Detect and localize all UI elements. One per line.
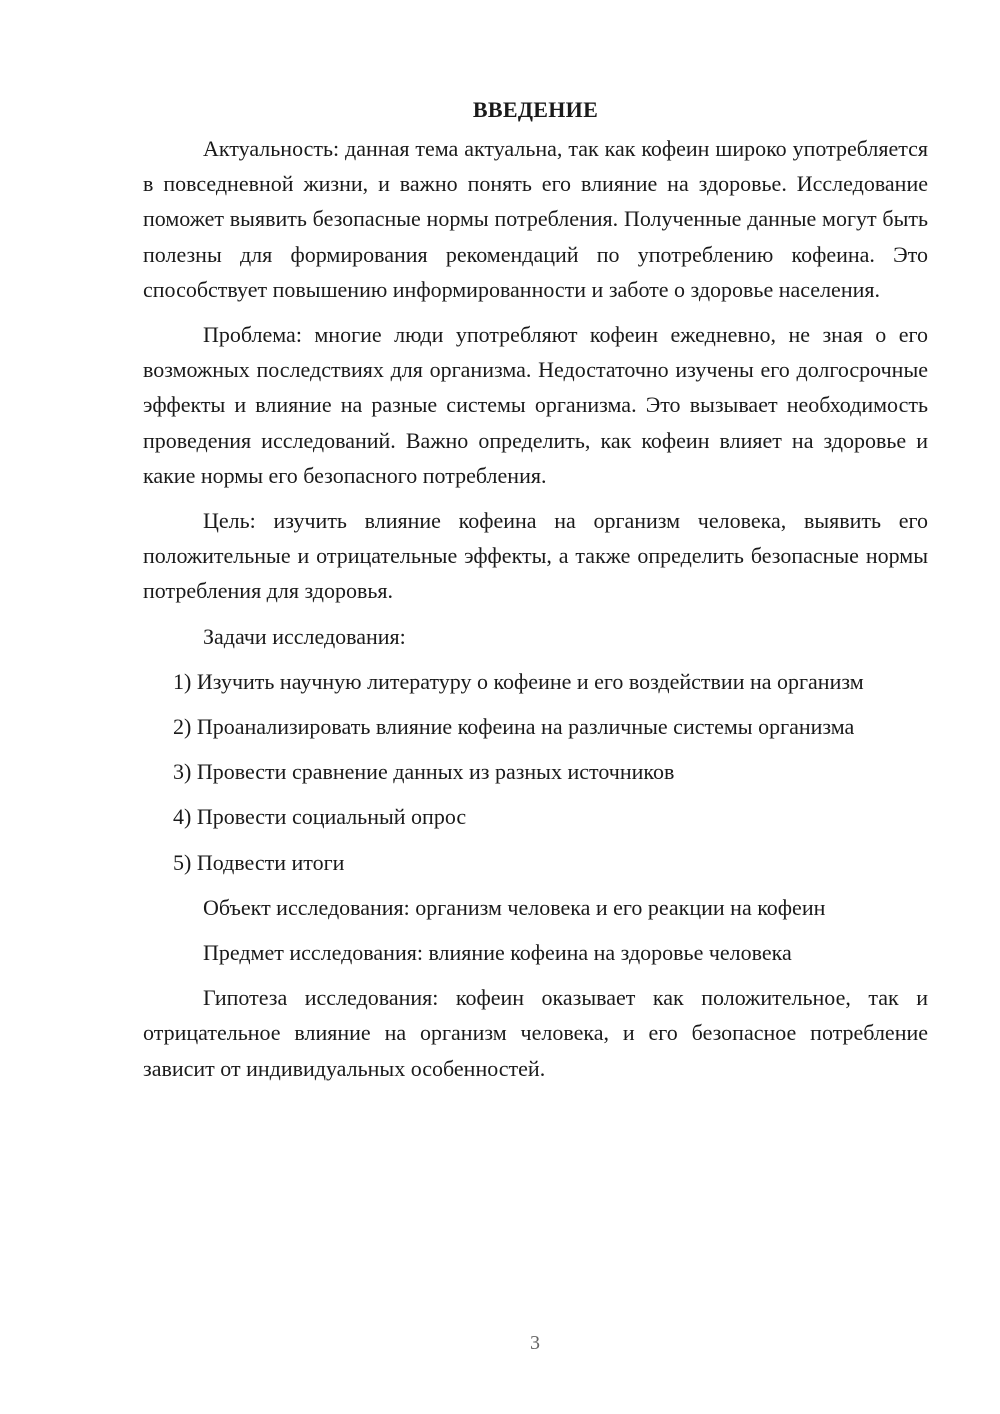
task-item: 4) Провести социальный опрос — [173, 804, 467, 830]
relevance-paragraph: Актуальность: данная тема актуальна, так как кофеин широко употребляется в повседневной жизни, и важно понять его влияние на здоровье. Исследование поможет выявить безопасные нормы потребления. Полученные данные могут быть полезны для формирования рекомендаций по употреблению кофеина. Это способствует повышению информированности и заботе о здоровье населения. — [143, 136, 928, 302]
task-item: 5) Подвести итоги — [173, 849, 345, 875]
tasks-title: Задачи исследования: — [203, 623, 406, 649]
research-hypothesis: Гипотеза исследования: кофеин оказывает как положительное, так и отрицательное влияние на организм человека, и его безопасное потребление зависит от индивидуальных особенностей. — [143, 985, 928, 1081]
task-item: 2) Проанализировать влияние кофеина на различные системы организма — [173, 714, 855, 740]
document-page — [143, 92, 928, 1096]
page-number: 3 — [530, 1332, 540, 1354]
task-item: 1) Изучить научную литературу о кофеине и его воздействии на организм — [173, 668, 864, 694]
task-item: 3) Провести сравнение данных из разных источников — [173, 759, 675, 785]
goal-paragraph: Цель: изучить влияние кофеина на организм человека, выявить его положительные и отрицательные эффекты, а также определить безопасные нормы потребления для здоровья. — [143, 508, 928, 604]
research-subject: Предмет исследования: влияние кофеина на здоровье человека — [203, 940, 792, 966]
research-object: Объект исследования: организм человека и его реакции на кофеин — [203, 894, 826, 920]
problem-paragraph: Проблема: многие люди употребляют кофеин ежедневно, не зная о его возможных последствиях для организма. Недостаточно изучены его долгосрочные эффекты и влияние на разные системы организма. Это вызывает необходимость проведения исследований. Важно определить, как кофеин влияет на здоровье и какие нормы его безопасного потребления. — [143, 322, 928, 488]
section-heading: ВВЕДЕНИЕ — [472, 97, 599, 122]
